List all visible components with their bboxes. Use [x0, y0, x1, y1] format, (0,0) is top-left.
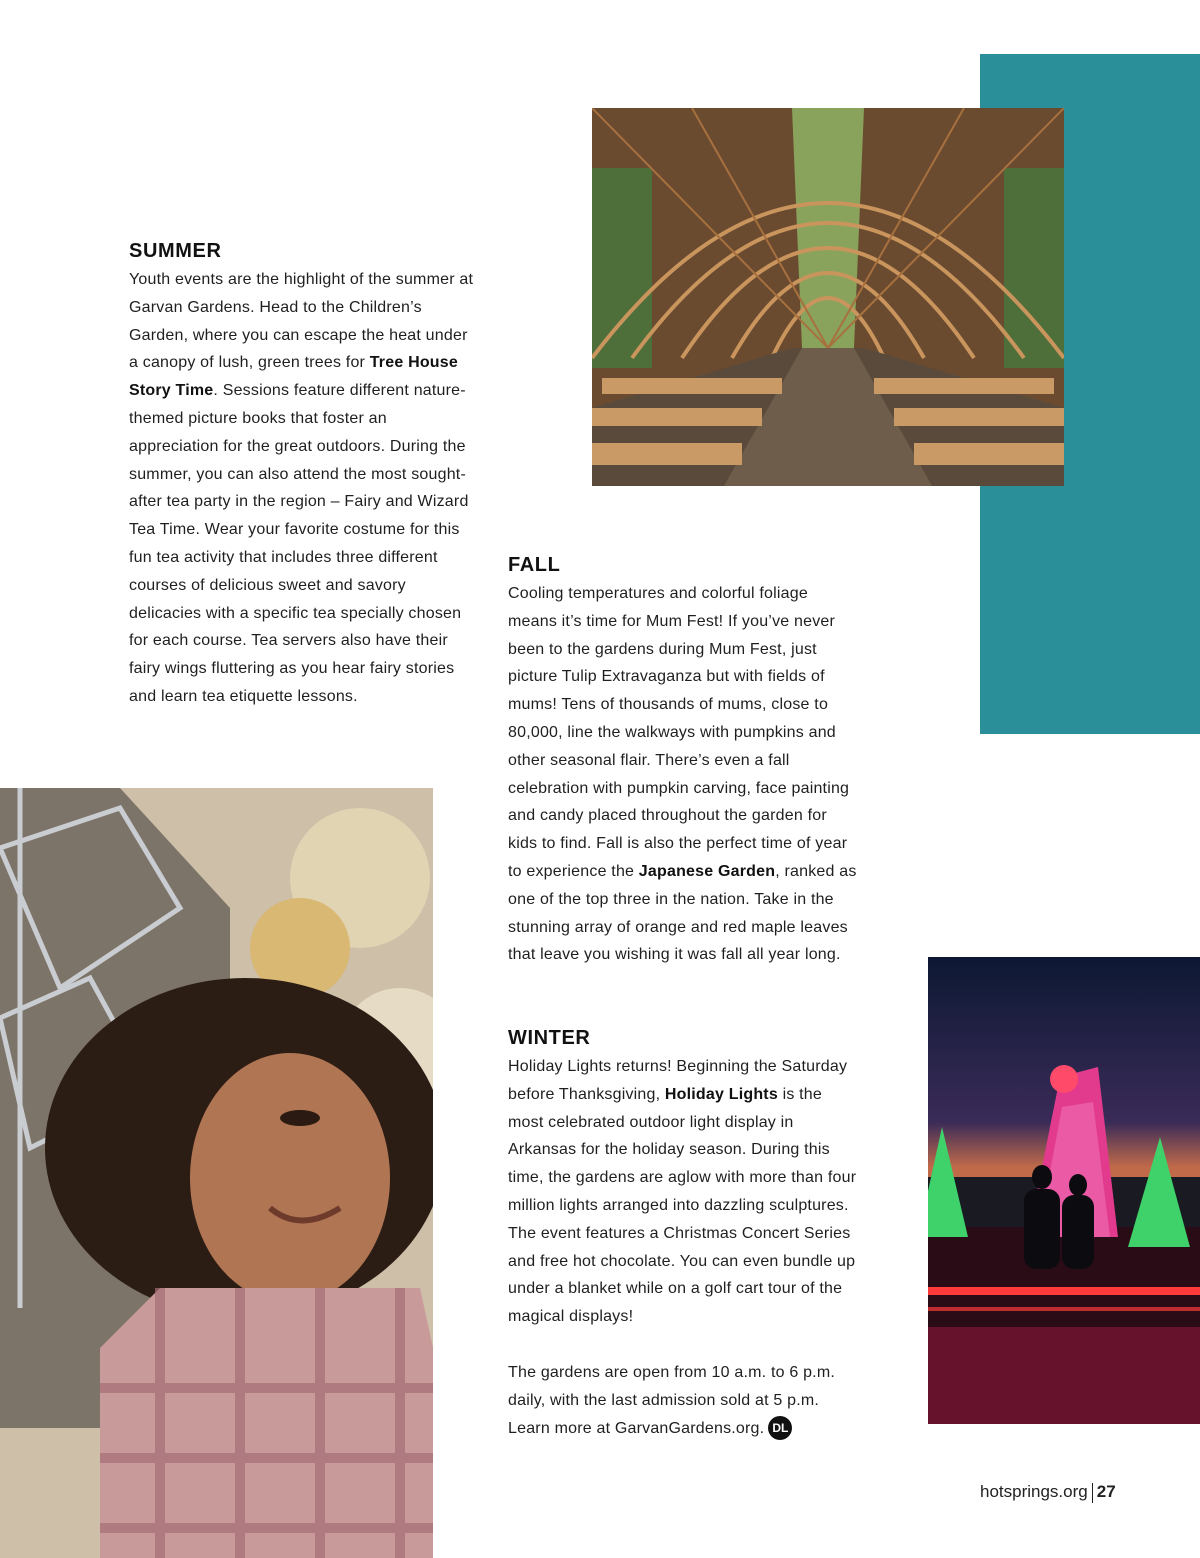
dl-badge-icon: DL: [768, 1416, 792, 1440]
girl-photo: [0, 788, 433, 1558]
chapel-photo: [592, 108, 1064, 486]
footer-separator: [1092, 1483, 1093, 1503]
winter-text-2: is the most celebrated outdoor light display in Arkansas for the holiday season. During this time, the gardens are aglow with more than four million lights arranged into dazzling sculptures. The event features a Christmas Concert Series and free hot chocolate. You can even bundle up under a blanket while on a golf cart tour of the magical displays!: [508, 1085, 857, 1326]
girl-illustration: [0, 788, 433, 1558]
fall-section: [508, 553, 858, 969]
winter-section: [508, 1026, 858, 1442]
footer-site: hotsprings.org: [980, 1482, 1088, 1501]
holiday-lights-bold: Holiday Lights: [664, 1085, 778, 1103]
summer-body: [129, 266, 479, 711]
fall-body: [508, 580, 858, 969]
closing-text: The gardens are open from 10 a.m. to 6 p.m. daily, with the last admission sold at 5 p.m. Learn more at GarvanGardens.org.: [508, 1363, 835, 1437]
summer-text-2: . Sessions feature different nature-themed picture books that foster an appreciation for the great outdoors. During the summer, you can also attend the most sought-after tea party in the region – Fairy and Wizard Tea Time. Wear your favorite costume for this fun tea activity that includes three different courses of delicious sweet and savory delicacies with a specific tea specially chosen for each course. Tea servers also have their fairy wings fluttering as you hear fairy stories and learn tea etiquette lessons.: [129, 382, 469, 705]
fall-text-1: Cooling temperatures and colorful foliage means it’s time for Mum Fest! If you’ve never been to the gardens during Mum Fest, just picture Tulip Extravaganza but with fields of mums! Tens of thousands of mums, close to 80,000, line the walkways with pumpkins and other seasonal flair. There’s even a fall celebration with pumpkin carving, face painting and candy placed throughout the garden for kids to find. Fall is also the perfect time of year to experience the: [508, 585, 850, 880]
fall-text-2: , ranked as one of the top three in the nation. Take in the stunning array of orange and red maple leaves that leave you wishing it was fall all year long.: [508, 862, 857, 964]
holiday-lights-photo: [928, 957, 1200, 1424]
fall-heading: FALL: [508, 554, 561, 576]
page-number: 27: [1096, 1482, 1116, 1501]
winter-heading: WINTER: [508, 1027, 591, 1049]
winter-text-1: Holiday Lights returns! Beginning the Saturday before Thanksgiving,: [508, 1058, 848, 1103]
winter-body: [508, 1053, 858, 1331]
holiday-lights-illustration: [928, 957, 1200, 1424]
tree-house-story-time-bold: Tree House Story Time: [129, 354, 458, 400]
summer-section: [129, 239, 479, 711]
summer-text-1: Youth events are the highlight of the summer at Garvan Gardens. Head to the Children’s Garden, where you can escape the heat under a canopy of lush, green trees for: [129, 271, 474, 372]
paragraph-gap: [508, 1331, 858, 1359]
summer-heading: SUMMER: [129, 240, 222, 262]
winter-closing: [508, 1359, 858, 1442]
page-footer: [980, 1482, 1116, 1503]
chapel-illustration: [592, 108, 1064, 486]
japanese-garden-bold: Japanese Garden: [638, 862, 776, 880]
